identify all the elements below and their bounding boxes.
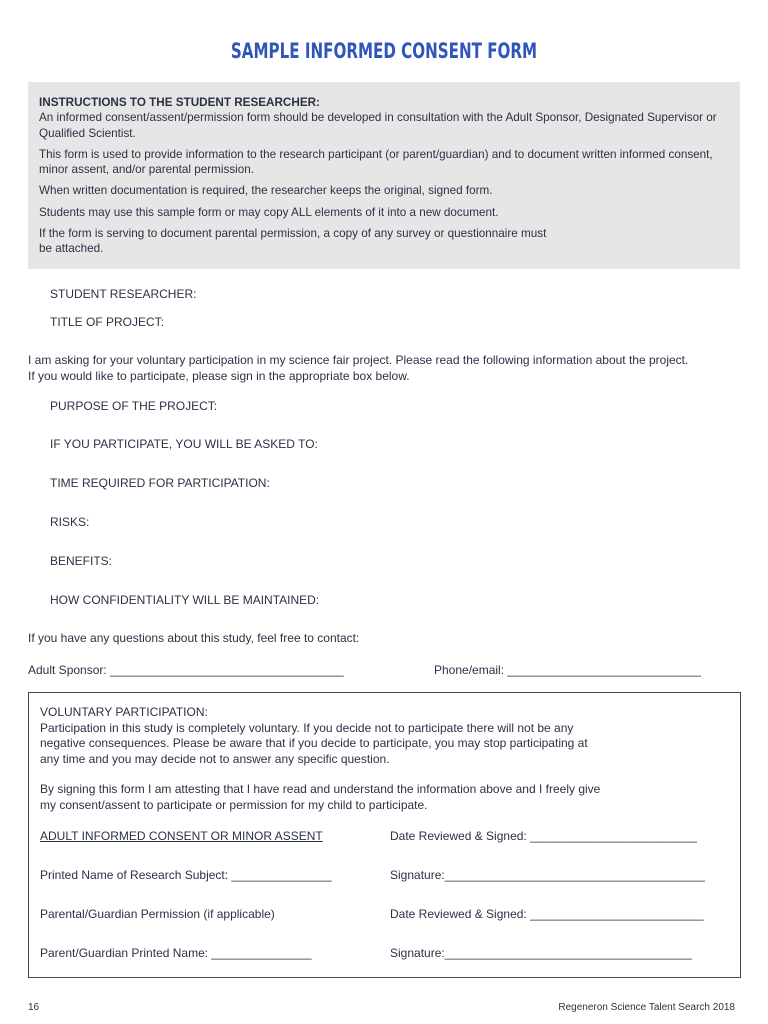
- instructions-paragraph: This form is used to provide information to the research participant (or parent/guardian) and to document written informed consent, minor assent, and/or parental permission.: [39, 147, 713, 177]
- attestation-block: [40, 782, 640, 813]
- voluntary-participation-box: [28, 692, 741, 978]
- publication-footer: Regeneron Science Talent Search 2018: [558, 1002, 735, 1013]
- instructions-paragraph: An informed consent/assent/permission form should be developed in consultation with the Adult Sponsor, Designated Supervisor or Qualified Scientist.: [39, 111, 717, 140]
- voluntary-block: [40, 705, 640, 767]
- consent-heading: ADULT INFORMED CONSENT OR MINOR ASSENT: [40, 829, 323, 843]
- questions-text: If you have any questions about this study, feel free to contact:: [28, 631, 360, 645]
- voluntary-line: Participation in this study is completely voluntary. If you decide not to participate there will not be any: [40, 720, 574, 735]
- date-signed-field-1[interactable]: Date Reviewed & Signed: _________________________: [390, 829, 697, 843]
- intro-line: I am asking for your voluntary participation in my science fair project. Please read the following information about the project.: [28, 353, 689, 367]
- signature-field-2[interactable]: Signature:_____________________________________: [390, 946, 692, 960]
- voluntary-line: any time and you may decide not to answer any specific question.: [40, 751, 390, 766]
- voluntary-heading: VOLUNTARY PARTICIPATION:: [40, 705, 208, 719]
- intro-paragraph: [28, 352, 740, 384]
- confidentiality-label: HOW CONFIDENTIALITY WILL BE MAINTAINED:: [50, 593, 320, 607]
- printed-name-field[interactable]: Printed Name of Research Subject: _______________: [40, 868, 332, 882]
- project-title-label: TITLE OF PROJECT:: [50, 315, 165, 329]
- benefits-label: BENEFITS:: [50, 554, 113, 568]
- signature-field-1[interactable]: Signature:_______________________________________: [390, 868, 705, 882]
- student-researcher-label: STUDENT RESEARCHER:: [50, 287, 197, 301]
- phone-email-field[interactable]: Phone/email: _____________________________: [434, 663, 701, 677]
- time-required-label: TIME REQUIRED FOR PARTICIPATION:: [50, 476, 270, 490]
- instructions-paragraph: If the form is serving to document parental permission, a copy of any survey or questionnaire must be attached.: [39, 227, 547, 256]
- intro-line: If you would like to participate, please sign in the appropriate box below.: [28, 369, 410, 383]
- instructions-heading: INSTRUCTIONS TO THE STUDENT RESEARCHER:: [39, 96, 320, 109]
- asked-to-label: IF YOU PARTICIPATE, YOU WILL BE ASKED TO:: [50, 437, 318, 451]
- voluntary-line: negative consequences. Please be aware that if you decide to participate, you may stop participating at: [40, 736, 588, 750]
- page-number: 16: [28, 1002, 40, 1013]
- guardian-permission-label: Parental/Guardian Permission (if applicable): [40, 907, 275, 921]
- form-title: SAMPLE INFORMED CONSENT FORM: [230, 39, 538, 63]
- instructions-box: [28, 82, 740, 269]
- instructions-paragraph: Students may use this sample form or may copy ALL elements of it into a new document.: [39, 205, 499, 219]
- date-signed-field-2[interactable]: Date Reviewed & Signed: __________________________: [390, 907, 704, 921]
- adult-sponsor-field[interactable]: Adult Sponsor: ___________________________________: [28, 663, 344, 677]
- attestation-line: my consent/assent to participate or permission for my child to participate.: [40, 797, 428, 812]
- guardian-name-field[interactable]: Parent/Guardian Printed Name: _______________: [40, 946, 312, 960]
- risks-label: RISKS:: [50, 515, 90, 529]
- attestation-line: By signing this form I am attesting that I have read and understand the information above and I freely give: [40, 782, 601, 796]
- instructions-paragraph: When written documentation is required, the researcher keeps the original, signed form.: [39, 184, 493, 198]
- purpose-label: PURPOSE OF THE PROJECT:: [50, 399, 218, 413]
